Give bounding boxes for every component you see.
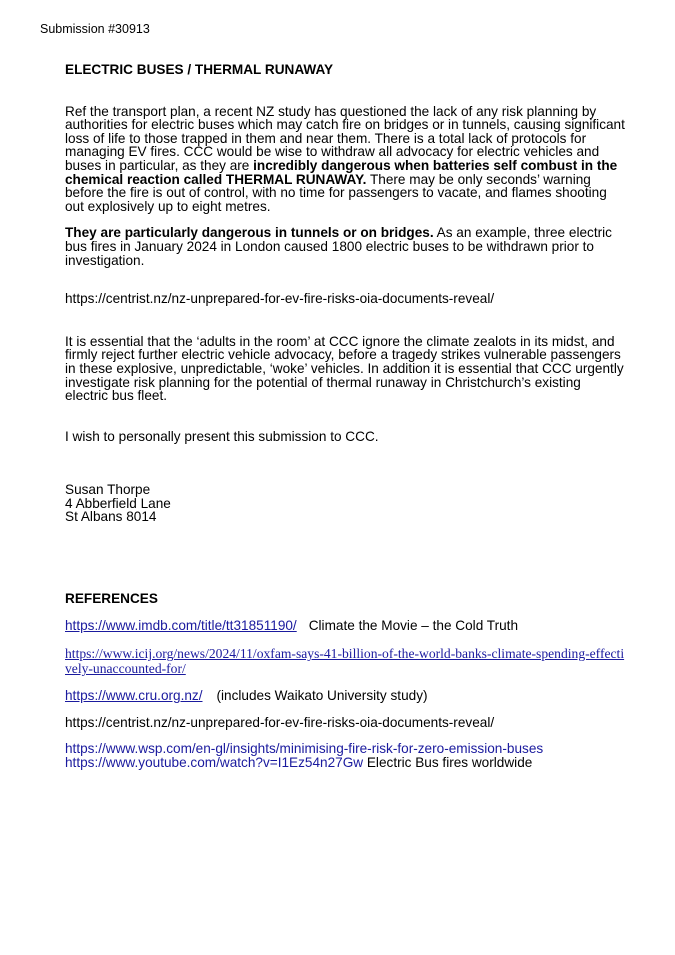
- wsp-link[interactable]: https://www.wsp.com/en-gl/insights/minimising-fire-risk-for-zero-emission-buses: [65, 741, 544, 757]
- reference-icij: [65, 646, 625, 676]
- imdb-note: Climate the Movie – the Cold Truth: [308, 617, 519, 633]
- document-body: [65, 63, 625, 770]
- submission-id: Submission #30913: [40, 22, 150, 36]
- youtube-note: Electric Bus fires worldwide: [363, 755, 533, 771]
- signature-block: [65, 483, 625, 524]
- paragraph-adults: It is essential that the ‘adults in the room’ at CCC ignore the climate zealots in its midst, and firmly reject further electric vehicle advocacy, before a tragedy strikes vulnerable passengers in these explosive, unpredictable, ‘woke’ vehicles. In addition it is essential that CCC urgently investigate risk planning for the potential of thermal runaway in Christchurch’s existing electric bus fleet.: [65, 333, 624, 404]
- reference-imdb: [65, 619, 625, 633]
- present-statement: I wish to personally present this submission to CCC.: [65, 428, 379, 444]
- signature-suburb: St Albans 8014: [65, 509, 157, 525]
- youtube-link[interactable]: https://www.youtube.com/watch?v=I1Ez54n27Gw: [65, 755, 364, 771]
- para1-text: Ref the transport plan, a recent NZ study has questioned the lack of any risk planning by authorities for electric buses which may catch fire on bridges or in tunnels, causing significant loss of life to those trapped in them and near them. There is a total lack of protocols for managing EV fires. CCC would be wise to withdraw all advocacy for electric vehicles and buses in particular, as they are: [65, 103, 625, 173]
- reference-youtube: [65, 756, 625, 770]
- imdb-link[interactable]: https://www.imdb.com/title/tt31851190/: [65, 617, 297, 633]
- signature-street: 4 Abberfield Lane: [65, 495, 171, 511]
- url-centrist: https://centrist.nz/nz-unprepared-for-ev-fire-risks-oia-documents-reveal/: [65, 291, 495, 307]
- reference-cru: [65, 689, 625, 703]
- icij-link[interactable]: https://www.icij.org/news/2024/11/oxfam-says-41-billion-of-the-world-banks-climate-spending-effectively-unaccounted-for/: [65, 646, 625, 677]
- cru-link[interactable]: https://www.cru.org.nz/: [65, 688, 203, 704]
- reference-centrist: https://centrist.nz/nz-unprepared-for-ev-fire-risks-oia-documents-reveal/: [65, 714, 495, 730]
- document-title: ELECTRIC BUSES / THERMAL RUNAWAY: [65, 62, 334, 77]
- para1-bold: incredibly dangerous when batteries self combust in the chemical reaction called THERMAL RUNAWAY.: [65, 157, 618, 187]
- cru-note: (includes Waikato University study): [216, 688, 428, 704]
- reference-wsp: [65, 742, 625, 756]
- para2-text: As an example, three electric bus fires in January 2024 in London caused 1800 electric buses to be withdrawn prior to investigation.: [65, 225, 612, 268]
- para1-text-end: There may be only seconds’ warning before the fire is out of control, with no time for passengers to vacate, and flames shooting out explosively up to eight metres.: [65, 171, 607, 214]
- paragraph-tunnels: [65, 226, 625, 267]
- signature-name: Susan Thorpe: [65, 482, 151, 498]
- paragraph-thermal-runaway: [65, 105, 625, 214]
- references-heading: REFERENCES: [65, 591, 158, 607]
- para2-bold: They are particularly dangerous in tunnels or on bridges.: [65, 225, 434, 241]
